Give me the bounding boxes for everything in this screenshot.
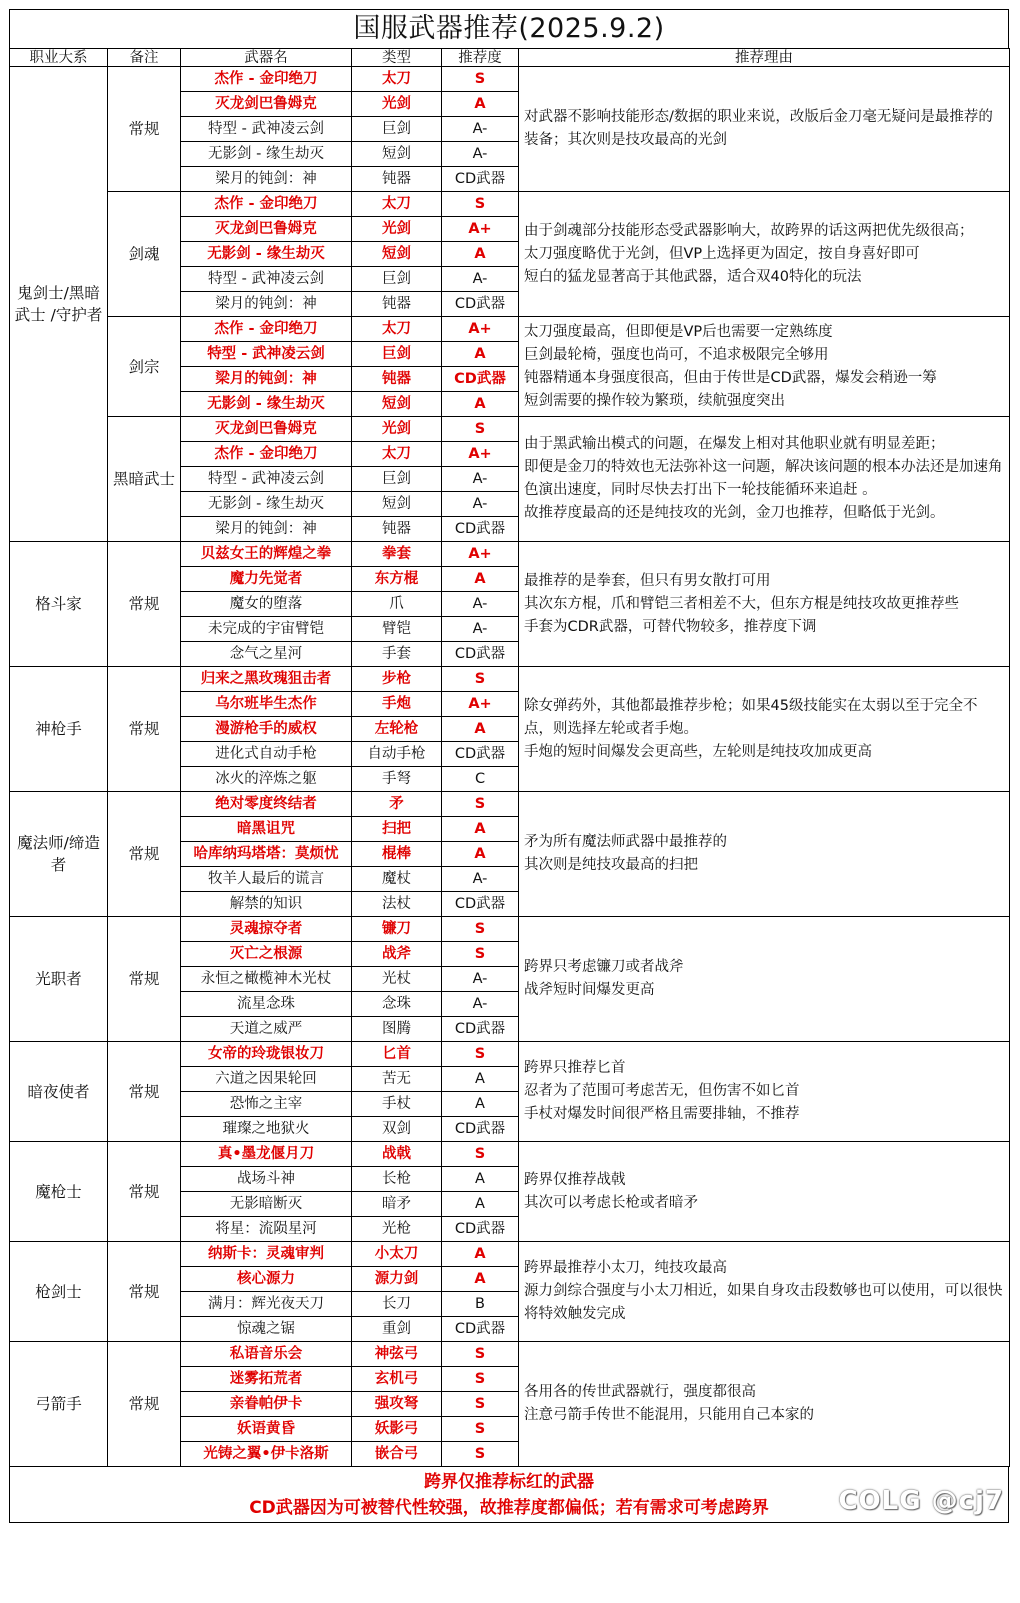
header-type: 类型	[352, 49, 442, 67]
grade-cell: CD武器	[442, 367, 519, 392]
watermark: COLG @cj7	[838, 1486, 1004, 1516]
weapon-type-cell: 光剑	[352, 217, 442, 242]
weapon-name-cell: 魔力先觉者	[181, 567, 352, 592]
grade-cell: CD武器	[442, 292, 519, 317]
weapon-name-cell: 战场斗神	[181, 1167, 352, 1192]
reason-line: 故推荐度最高的还是纯技攻的光剑，金刀也推荐，但略低于光剑。	[524, 505, 945, 521]
reason-line: 太刀强度最高，但即便是VP后也需要一定熟练度	[524, 323, 833, 340]
grade-cell: A	[442, 242, 519, 267]
weapon-name-cell: 无影剑 - 缘生劫灭	[181, 242, 352, 267]
grade-cell: S	[442, 1042, 519, 1067]
weapon-name-cell: 璀璨之地狱火	[181, 1117, 352, 1142]
reason-line: 太刀强度略优于光剑，但VP上选择更为固定，按自身喜好即可	[524, 245, 920, 262]
class-group-cell: 鬼剑士/黑暗武士 /守护者	[10, 67, 108, 542]
table-row	[10, 417, 1010, 442]
weapon-type-cell: 战戟	[352, 1142, 442, 1167]
note-cell: 常规	[108, 1342, 181, 1467]
weapon-name-cell: 牧羊人最后的谎言	[181, 867, 352, 892]
grade-cell: A	[442, 1242, 519, 1267]
grade-cell: CD武器	[442, 1017, 519, 1042]
class-group-cell: 格斗家	[10, 542, 108, 667]
weapon-type-cell: 玄机弓	[352, 1367, 442, 1392]
grade-cell: S	[442, 942, 519, 967]
grade-cell: A	[442, 1192, 519, 1217]
weapon-type-cell: 神弦弓	[352, 1342, 442, 1367]
note-cell: 常规	[108, 667, 181, 792]
class-group-cell: 枪剑士	[10, 1242, 108, 1342]
grade-cell: A-	[442, 117, 519, 142]
note-cell: 常规	[108, 792, 181, 917]
header-reason: 推荐理由	[519, 49, 1010, 67]
reason-line: 短剑需要的操作较为繁琐，续航强度突出	[524, 392, 785, 409]
grade-cell: A	[442, 842, 519, 867]
weapon-type-cell: 光枪	[352, 1217, 442, 1242]
weapon-name-cell: 纳斯卡：灵魂审判	[181, 1242, 352, 1267]
weapon-type-cell: 扫把	[352, 817, 442, 842]
weapon-type-cell: 自动手枪	[352, 742, 442, 767]
grade-cell: S	[442, 67, 519, 92]
note-cell: 常规	[108, 1242, 181, 1342]
weapon-name-cell: 念气之星河	[181, 642, 352, 667]
weapon-name-cell: 女帝的玲珑银妆刀	[181, 1042, 352, 1067]
weapon-type-cell: 嵌合弓	[352, 1442, 442, 1467]
table-row	[10, 317, 1010, 342]
reason-line: 战斧短时间爆发更高	[524, 982, 655, 998]
weapon-type-cell: 东方棍	[352, 567, 442, 592]
weapon-type-cell: 步枪	[352, 667, 442, 692]
grade-cell: A-	[442, 617, 519, 642]
weapon-name-cell: 梁月的钝剑：神	[181, 292, 352, 317]
grade-cell: A-	[442, 492, 519, 517]
reason-cell	[519, 1142, 1010, 1242]
weapon-type-cell: 巨剑	[352, 117, 442, 142]
weapon-name-cell: 特型 - 武神凌云剑	[181, 342, 352, 367]
grade-cell: CD武器	[442, 1117, 519, 1142]
page	[9, 9, 1009, 1523]
reason-line: 矛为所有魔法师武器中最推荐的	[524, 834, 727, 850]
grade-cell: S	[442, 792, 519, 817]
weapon-type-cell: 钝器	[352, 367, 442, 392]
weapon-name-cell: 惊魂之锯	[181, 1317, 352, 1342]
grade-cell: A+	[442, 217, 519, 242]
class-group-cell: 魔枪士	[10, 1142, 108, 1242]
weapon-type-cell: 拳套	[352, 542, 442, 567]
grade-cell: S	[442, 667, 519, 692]
grade-cell: CD武器	[442, 517, 519, 542]
weapon-type-cell: 光剑	[352, 92, 442, 117]
weapon-name-cell: 漫游枪手的威权	[181, 717, 352, 742]
reason-line: 即便是金刀的特效也无法弥补这一问题，解决该问题的根本办法还是加速角色演出速度，同时尽快去打出下一轮技能循环来追赶 。	[524, 459, 1003, 498]
weapon-type-cell: 匕首	[352, 1042, 442, 1067]
grade-cell: S	[442, 1342, 519, 1367]
note-cell: 剑宗	[108, 317, 181, 417]
grade-cell: S	[442, 417, 519, 442]
weapon-name-cell: 梁月的钝剑：神	[181, 517, 352, 542]
reason-line: 由于剑魂部分技能形态受武器影响大，故跨界的话这两把优先级很高；	[524, 222, 974, 239]
reason-line: 忍者为了范围可考虑苦无，但伤害不如匕首	[524, 1083, 800, 1099]
weapon-name-cell: 未完成的宇宙臂铠	[181, 617, 352, 642]
weapon-name-cell: 流星念珠	[181, 992, 352, 1017]
grade-cell: A-	[442, 867, 519, 892]
class-group-cell: 光职者	[10, 917, 108, 1042]
grade-cell: A-	[442, 142, 519, 167]
reason-line: 最推荐的是拳套，但只有男女散打可用	[524, 572, 771, 589]
weapon-type-cell: 钝器	[352, 167, 442, 192]
weapon-name-cell: 六道之因果轮回	[181, 1067, 352, 1092]
weapon-name-cell: 无影剑 - 缘生劫灭	[181, 492, 352, 517]
weapon-type-cell: 重剑	[352, 1317, 442, 1342]
reason-line: 跨界最推荐小太刀，纯技攻最高	[524, 1260, 727, 1276]
note-cell: 剑魂	[108, 192, 181, 317]
reason-cell	[519, 917, 1010, 1042]
grade-cell: CD武器	[442, 742, 519, 767]
weapon-type-cell: 光剑	[352, 417, 442, 442]
weapon-type-cell: 钝器	[352, 517, 442, 542]
weapon-type-cell: 手弩	[352, 767, 442, 792]
header-weapon: 武器名	[181, 49, 352, 67]
reason-cell	[519, 317, 1010, 417]
weapon-type-cell: 长刀	[352, 1292, 442, 1317]
grade-cell: C	[442, 767, 519, 792]
weapon-name-cell: 绝对零度终结者	[181, 792, 352, 817]
note-cell: 常规	[108, 917, 181, 1042]
footer-line-1: 跨界仅推荐标红的武器	[424, 1472, 594, 1492]
reason-line: 其次可以考虑长枪或者暗矛	[524, 1194, 698, 1211]
grade-cell: A-	[442, 267, 519, 292]
weapon-type-cell: 短剑	[352, 242, 442, 267]
weapon-type-cell: 手炮	[352, 692, 442, 717]
grade-cell: S	[442, 1367, 519, 1392]
weapon-type-cell: 双剑	[352, 1117, 442, 1142]
weapon-type-cell: 苦无	[352, 1067, 442, 1092]
reason-line: 手套为CDR武器，可替代物较多，推荐度下调	[524, 618, 817, 635]
weapon-type-cell: 魔杖	[352, 867, 442, 892]
weapon-name-cell: 特型 - 武神凌云剑	[181, 117, 352, 142]
reason-line: 手炮的短时间爆发会更高些，左轮则是纯技攻加成更高	[524, 743, 872, 760]
table-row	[10, 1242, 1010, 1267]
table-row	[10, 542, 1010, 567]
page-title: 国服武器推荐(2025.9.2)	[9, 9, 1009, 48]
weapon-type-cell: 长枪	[352, 1167, 442, 1192]
weapon-name-cell: 杰作 - 金印绝刀	[181, 192, 352, 217]
weapon-type-cell: 左轮枪	[352, 717, 442, 742]
weapon-name-cell: 恐怖之主宰	[181, 1092, 352, 1117]
note-cell: 黑暗武士	[108, 417, 181, 542]
grade-cell: A-	[442, 467, 519, 492]
weapon-name-cell: 特型 - 武神凌云剑	[181, 467, 352, 492]
reason-line: 跨界只考虑镰刀或者战斧	[524, 959, 684, 975]
table-row	[10, 1042, 1010, 1067]
weapon-type-cell: 念珠	[352, 992, 442, 1017]
weapon-type-cell: 臂铠	[352, 617, 442, 642]
weapon-name-cell: 灵魂掠夺者	[181, 917, 352, 942]
grade-cell: A+	[442, 442, 519, 467]
weapon-name-cell: 乌尔班毕生杰作	[181, 692, 352, 717]
reason-cell	[519, 1342, 1010, 1467]
grade-cell: A	[442, 1067, 519, 1092]
reason-line: 手杖对爆发时间很严格且需要排轴，不推荐	[524, 1106, 800, 1122]
grade-cell: CD武器	[442, 1217, 519, 1242]
grade-cell: A+	[442, 542, 519, 567]
reason-line: 对武器不影响技能形态/数据的职业来说，改版后金刀毫无疑问是最推荐的装备；其次则是技攻最高的光剑	[524, 109, 993, 148]
weapon-type-cell: 巨剑	[352, 342, 442, 367]
weapon-type-cell: 巨剑	[352, 267, 442, 292]
weapon-name-cell: 无影剑 - 缘生劫灭	[181, 142, 352, 167]
weapon-type-cell: 爪	[352, 592, 442, 617]
footer-note	[9, 1467, 1009, 1523]
grade-cell: CD武器	[442, 642, 519, 667]
weapon-name-cell: 核心源力	[181, 1267, 352, 1292]
grade-cell: CD武器	[442, 167, 519, 192]
reason-line: 钝器精通本身强度很高，但由于传世是CD武器，爆发会稍逊一筹	[524, 369, 937, 386]
weapon-type-cell: 太刀	[352, 317, 442, 342]
grade-cell: A	[442, 1167, 519, 1192]
weapon-name-cell: 进化式自动手枪	[181, 742, 352, 767]
weapon-name-cell: 解禁的知识	[181, 892, 352, 917]
weapon-name-cell: 迷雾拓荒者	[181, 1367, 352, 1392]
weapon-name-cell: 无影暗断灭	[181, 1192, 352, 1217]
reason-cell	[519, 542, 1010, 667]
reason-line: 注意弓箭手传世不能混用，只能用自己本家的	[524, 1407, 814, 1423]
weapon-name-cell: 灭龙剑巴鲁姆克	[181, 217, 352, 242]
weapon-type-cell: 矛	[352, 792, 442, 817]
reason-line: 其次东方棍，爪和臂铠三者相差不大，但东方棍是纯技攻故更推荐些	[524, 595, 959, 612]
weapon-name-cell: 天道之威严	[181, 1017, 352, 1042]
grade-cell: S	[442, 192, 519, 217]
weapon-type-cell: 强攻弩	[352, 1392, 442, 1417]
grade-cell: A	[442, 567, 519, 592]
table-row	[10, 917, 1010, 942]
weapon-name-cell: 特型 - 武神凌云剑	[181, 267, 352, 292]
weapon-name-cell: 梁月的钝剑：神	[181, 367, 352, 392]
weapon-type-cell: 暗矛	[352, 1192, 442, 1217]
weapon-type-cell: 太刀	[352, 67, 442, 92]
grade-cell: A	[442, 1267, 519, 1292]
reason-line: 由于黑武输出模式的问题，在爆发上相对其他职业就有明显差距；	[524, 436, 945, 452]
weapon-name-cell: 冰火的淬炼之躯	[181, 767, 352, 792]
weapon-type-cell: 源力剑	[352, 1267, 442, 1292]
grade-cell: CD武器	[442, 892, 519, 917]
grade-cell: S	[442, 1392, 519, 1417]
reason-cell	[519, 1242, 1010, 1342]
reason-line: 跨界只推荐匕首	[524, 1060, 626, 1076]
weapon-type-cell: 妖影弓	[352, 1417, 442, 1442]
reason-cell	[519, 1042, 1010, 1142]
header-note: 备注	[108, 49, 181, 67]
reason-line: 巨剑最轮椅，强度也尚可，不追求极限完全够用	[524, 346, 829, 363]
note-cell: 常规	[108, 542, 181, 667]
class-group-cell: 神枪手	[10, 667, 108, 792]
weapon-name-cell: 杰作 - 金印绝刀	[181, 67, 352, 92]
weapon-type-cell: 手杖	[352, 1092, 442, 1117]
grade-cell: A	[442, 342, 519, 367]
grade-cell: CD武器	[442, 1317, 519, 1342]
weapon-name-cell: 光铸之翼•伊卡洛斯	[181, 1442, 352, 1467]
weapon-type-cell: 钝器	[352, 292, 442, 317]
weapon-name-cell: 真•墨龙偃月刀	[181, 1142, 352, 1167]
weapon-type-cell: 短剑	[352, 492, 442, 517]
grade-cell: S	[442, 1417, 519, 1442]
grade-cell: A-	[442, 967, 519, 992]
reason-cell	[519, 792, 1010, 917]
grade-cell: B	[442, 1292, 519, 1317]
grade-cell: A+	[442, 317, 519, 342]
weapon-type-cell: 小太刀	[352, 1242, 442, 1267]
weapon-name-cell: 亲眷帕伊卡	[181, 1392, 352, 1417]
reason-line: 短白的猛龙显著高于其他武器，适合双40特化的玩法	[524, 268, 862, 285]
grade-cell: A	[442, 817, 519, 842]
weapon-name-cell: 魔女的堕落	[181, 592, 352, 617]
grade-cell: A	[442, 392, 519, 417]
header-class: 职业大系	[10, 49, 108, 67]
reason-line: 其次则是纯技攻最高的扫把	[524, 857, 698, 873]
weapon-name-cell: 私语音乐会	[181, 1342, 352, 1367]
note-cell: 常规	[108, 1142, 181, 1242]
weapon-name-cell: 灭亡之根源	[181, 942, 352, 967]
weapon-type-cell: 镰刀	[352, 917, 442, 942]
table-row	[10, 67, 1010, 92]
reason-cell	[519, 67, 1010, 192]
weapon-name-cell: 贝兹女王的辉煌之拳	[181, 542, 352, 567]
weapon-name-cell: 永恒之橄榄神木光杖	[181, 967, 352, 992]
grade-cell: S	[442, 1442, 519, 1467]
reason-line: 除女弹药外，其他都最推荐步枪；如果45级技能实在太弱以至于完全不点，则选择左轮或者手炮。	[524, 697, 978, 737]
weapon-type-cell: 光杖	[352, 967, 442, 992]
weapon-type-cell: 手套	[352, 642, 442, 667]
table-row	[10, 1342, 1010, 1367]
grade-cell: A	[442, 717, 519, 742]
header-grade: 推荐度	[442, 49, 519, 67]
class-group-cell: 暗夜使者	[10, 1042, 108, 1142]
weapon-name-cell: 梁月的钝剑：神	[181, 167, 352, 192]
grade-cell: A	[442, 92, 519, 117]
weapon-type-cell: 战斧	[352, 942, 442, 967]
table-row	[10, 792, 1010, 817]
footer-line-2: CD武器因为可被替代性较强，故推荐度都偏低；若有需求可考虑跨界	[249, 1498, 769, 1518]
table-row	[10, 667, 1010, 692]
reason-cell	[519, 667, 1010, 792]
weapon-name-cell: 将星：流陨星河	[181, 1217, 352, 1242]
table-row	[10, 1142, 1010, 1167]
weapon-name-cell: 灭龙剑巴鲁姆克	[181, 92, 352, 117]
weapon-name-cell: 杰作 - 金印绝刀	[181, 442, 352, 467]
grade-cell: A-	[442, 592, 519, 617]
table-header-row	[10, 49, 1010, 67]
weapon-name-cell: 哈库纳玛塔塔：莫烦忧	[181, 842, 352, 867]
note-cell: 常规	[108, 67, 181, 192]
weapon-name-cell: 暗黑诅咒	[181, 817, 352, 842]
weapon-name-cell: 无影剑 - 缘生劫灭	[181, 392, 352, 417]
reason-cell	[519, 192, 1010, 317]
reason-line: 各用各的传世武器就行，强度都很高	[524, 1384, 756, 1400]
grade-cell: A	[442, 1092, 519, 1117]
grade-cell: S	[442, 1142, 519, 1167]
table-row	[10, 192, 1010, 217]
weapon-name-cell: 归来之黑玫瑰狙击者	[181, 667, 352, 692]
weapon-name-cell: 灭龙剑巴鲁姆克	[181, 417, 352, 442]
weapon-type-cell: 巨剑	[352, 467, 442, 492]
grade-cell: A-	[442, 992, 519, 1017]
class-group-cell: 魔法师/缔造者	[10, 792, 108, 917]
reason-line: 跨界仅推荐战戟	[524, 1171, 626, 1188]
weapon-type-cell: 法杖	[352, 892, 442, 917]
weapon-type-cell: 太刀	[352, 192, 442, 217]
note-cell: 常规	[108, 1042, 181, 1142]
weapon-type-cell: 短剑	[352, 142, 442, 167]
weapon-type-cell: 短剑	[352, 392, 442, 417]
grade-cell: A+	[442, 692, 519, 717]
weapon-name-cell: 满月：辉光夜天刀	[181, 1292, 352, 1317]
grade-cell: S	[442, 917, 519, 942]
reason-line: 源力剑综合强度与小太刀相近，如果自身攻击段数够也可以使用，可以很快将特效触发完成	[524, 1283, 1003, 1322]
reason-cell	[519, 417, 1010, 542]
weapon-table	[9, 48, 1010, 1467]
weapon-name-cell: 妖语黄昏	[181, 1417, 352, 1442]
weapon-type-cell: 太刀	[352, 442, 442, 467]
class-group-cell: 弓箭手	[10, 1342, 108, 1467]
weapon-type-cell: 棍棒	[352, 842, 442, 867]
weapon-type-cell: 图腾	[352, 1017, 442, 1042]
weapon-name-cell: 杰作 - 金印绝刀	[181, 317, 352, 342]
